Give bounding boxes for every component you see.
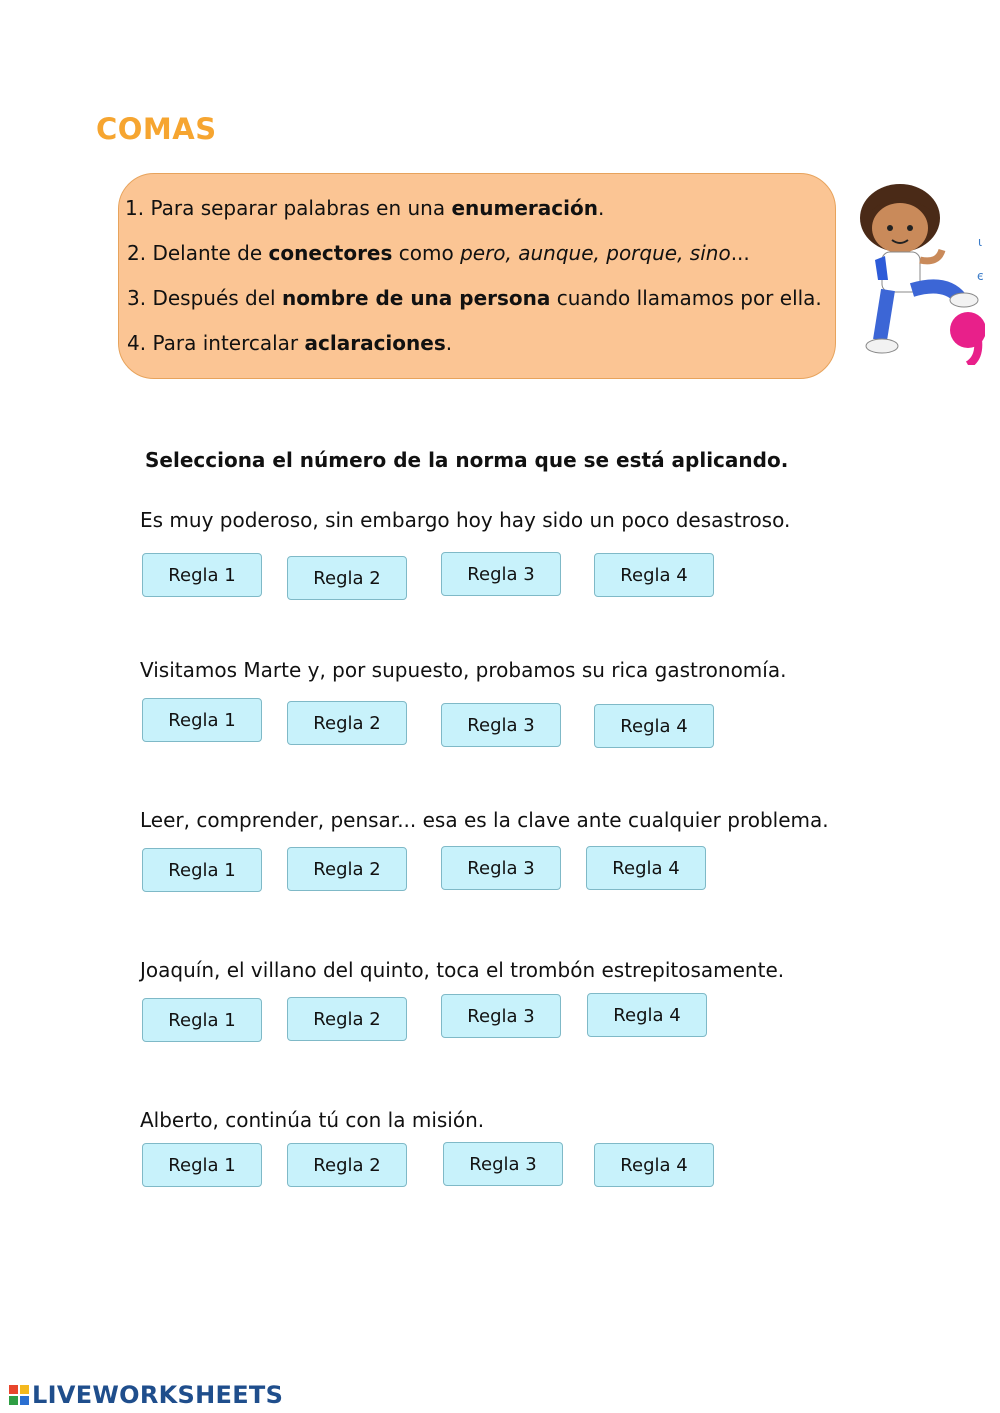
exercise-1-sentence: Es muy poderoso, sin embargo hoy hay sido un poco desastroso. xyxy=(140,508,791,532)
exercise-3-option-1[interactable]: Regla 1 xyxy=(142,848,262,892)
exercise-5-sentence: Alberto, continúa tú con la misión. xyxy=(140,1108,485,1132)
instruction: Selecciona el número de la norma que se está aplicando. xyxy=(145,448,789,472)
exercise-5-option-4[interactable]: Regla 4 xyxy=(594,1143,714,1187)
exercise-5-option-3[interactable]: Regla 3 xyxy=(443,1142,563,1186)
liveworksheets-logo-icon xyxy=(8,1384,30,1406)
exercise-2-option-1[interactable]: Regla 1 xyxy=(142,698,262,742)
exercise-4-sentence: Joaquín, el villano del quinto, toca el trombón estrepitosamente. xyxy=(140,958,785,982)
footer xyxy=(8,1381,283,1409)
rule-4: 4. Para intercalar aclaraciones. xyxy=(127,331,453,355)
exercise-4-option-2[interactable]: Regla 2 xyxy=(287,997,407,1041)
rules-box xyxy=(118,173,836,379)
rule-3: 3. Después del nombre de una persona cuando llamamos por ella. xyxy=(127,286,822,310)
exercise-4-option-1[interactable]: Regla 1 xyxy=(142,998,262,1042)
child-with-comma-illustration xyxy=(850,180,985,365)
exercise-5-option-1[interactable]: Regla 1 xyxy=(142,1143,262,1187)
exercise-4-option-3[interactable]: Regla 3 xyxy=(441,994,561,1038)
svg-text:є: є xyxy=(977,269,984,283)
rule-1: 1. Para separar palabras en una enumeración. xyxy=(125,196,605,220)
exercise-2-option-4[interactable]: Regla 4 xyxy=(594,704,714,748)
page-title: COMAS xyxy=(96,112,217,146)
exercise-3-option-2[interactable]: Regla 2 xyxy=(287,847,407,891)
exercise-3-sentence: Leer, comprender, pensar... esa es la clave ante cualquier problema. xyxy=(140,808,829,832)
exercise-2-sentence: Visitamos Marte y, por supuesto, probamos su rica gastronomía. xyxy=(140,658,787,682)
exercise-3-option-4[interactable]: Regla 4 xyxy=(586,846,706,890)
exercise-2-option-3[interactable]: Regla 3 xyxy=(441,703,561,747)
exercise-3-option-3[interactable]: Regla 3 xyxy=(441,846,561,890)
rule-2: 2. Delante de conectores como pero, aunque, porque, sino... xyxy=(127,241,750,265)
exercise-1-option-2[interactable]: Regla 2 xyxy=(287,556,407,600)
footer-brand[interactable]: LIVEWORKSHEETS xyxy=(32,1381,284,1409)
exercise-4-option-4[interactable]: Regla 4 xyxy=(587,993,707,1037)
svg-text:ι: ι xyxy=(978,235,983,249)
exercise-5-option-2[interactable]: Regla 2 xyxy=(287,1143,407,1187)
exercise-1-option-3[interactable]: Regla 3 xyxy=(441,552,561,596)
exercise-1-option-1[interactable]: Regla 1 xyxy=(142,553,262,597)
exercise-1-option-4[interactable]: Regla 4 xyxy=(594,553,714,597)
exercise-2-option-2[interactable]: Regla 2 xyxy=(287,701,407,745)
